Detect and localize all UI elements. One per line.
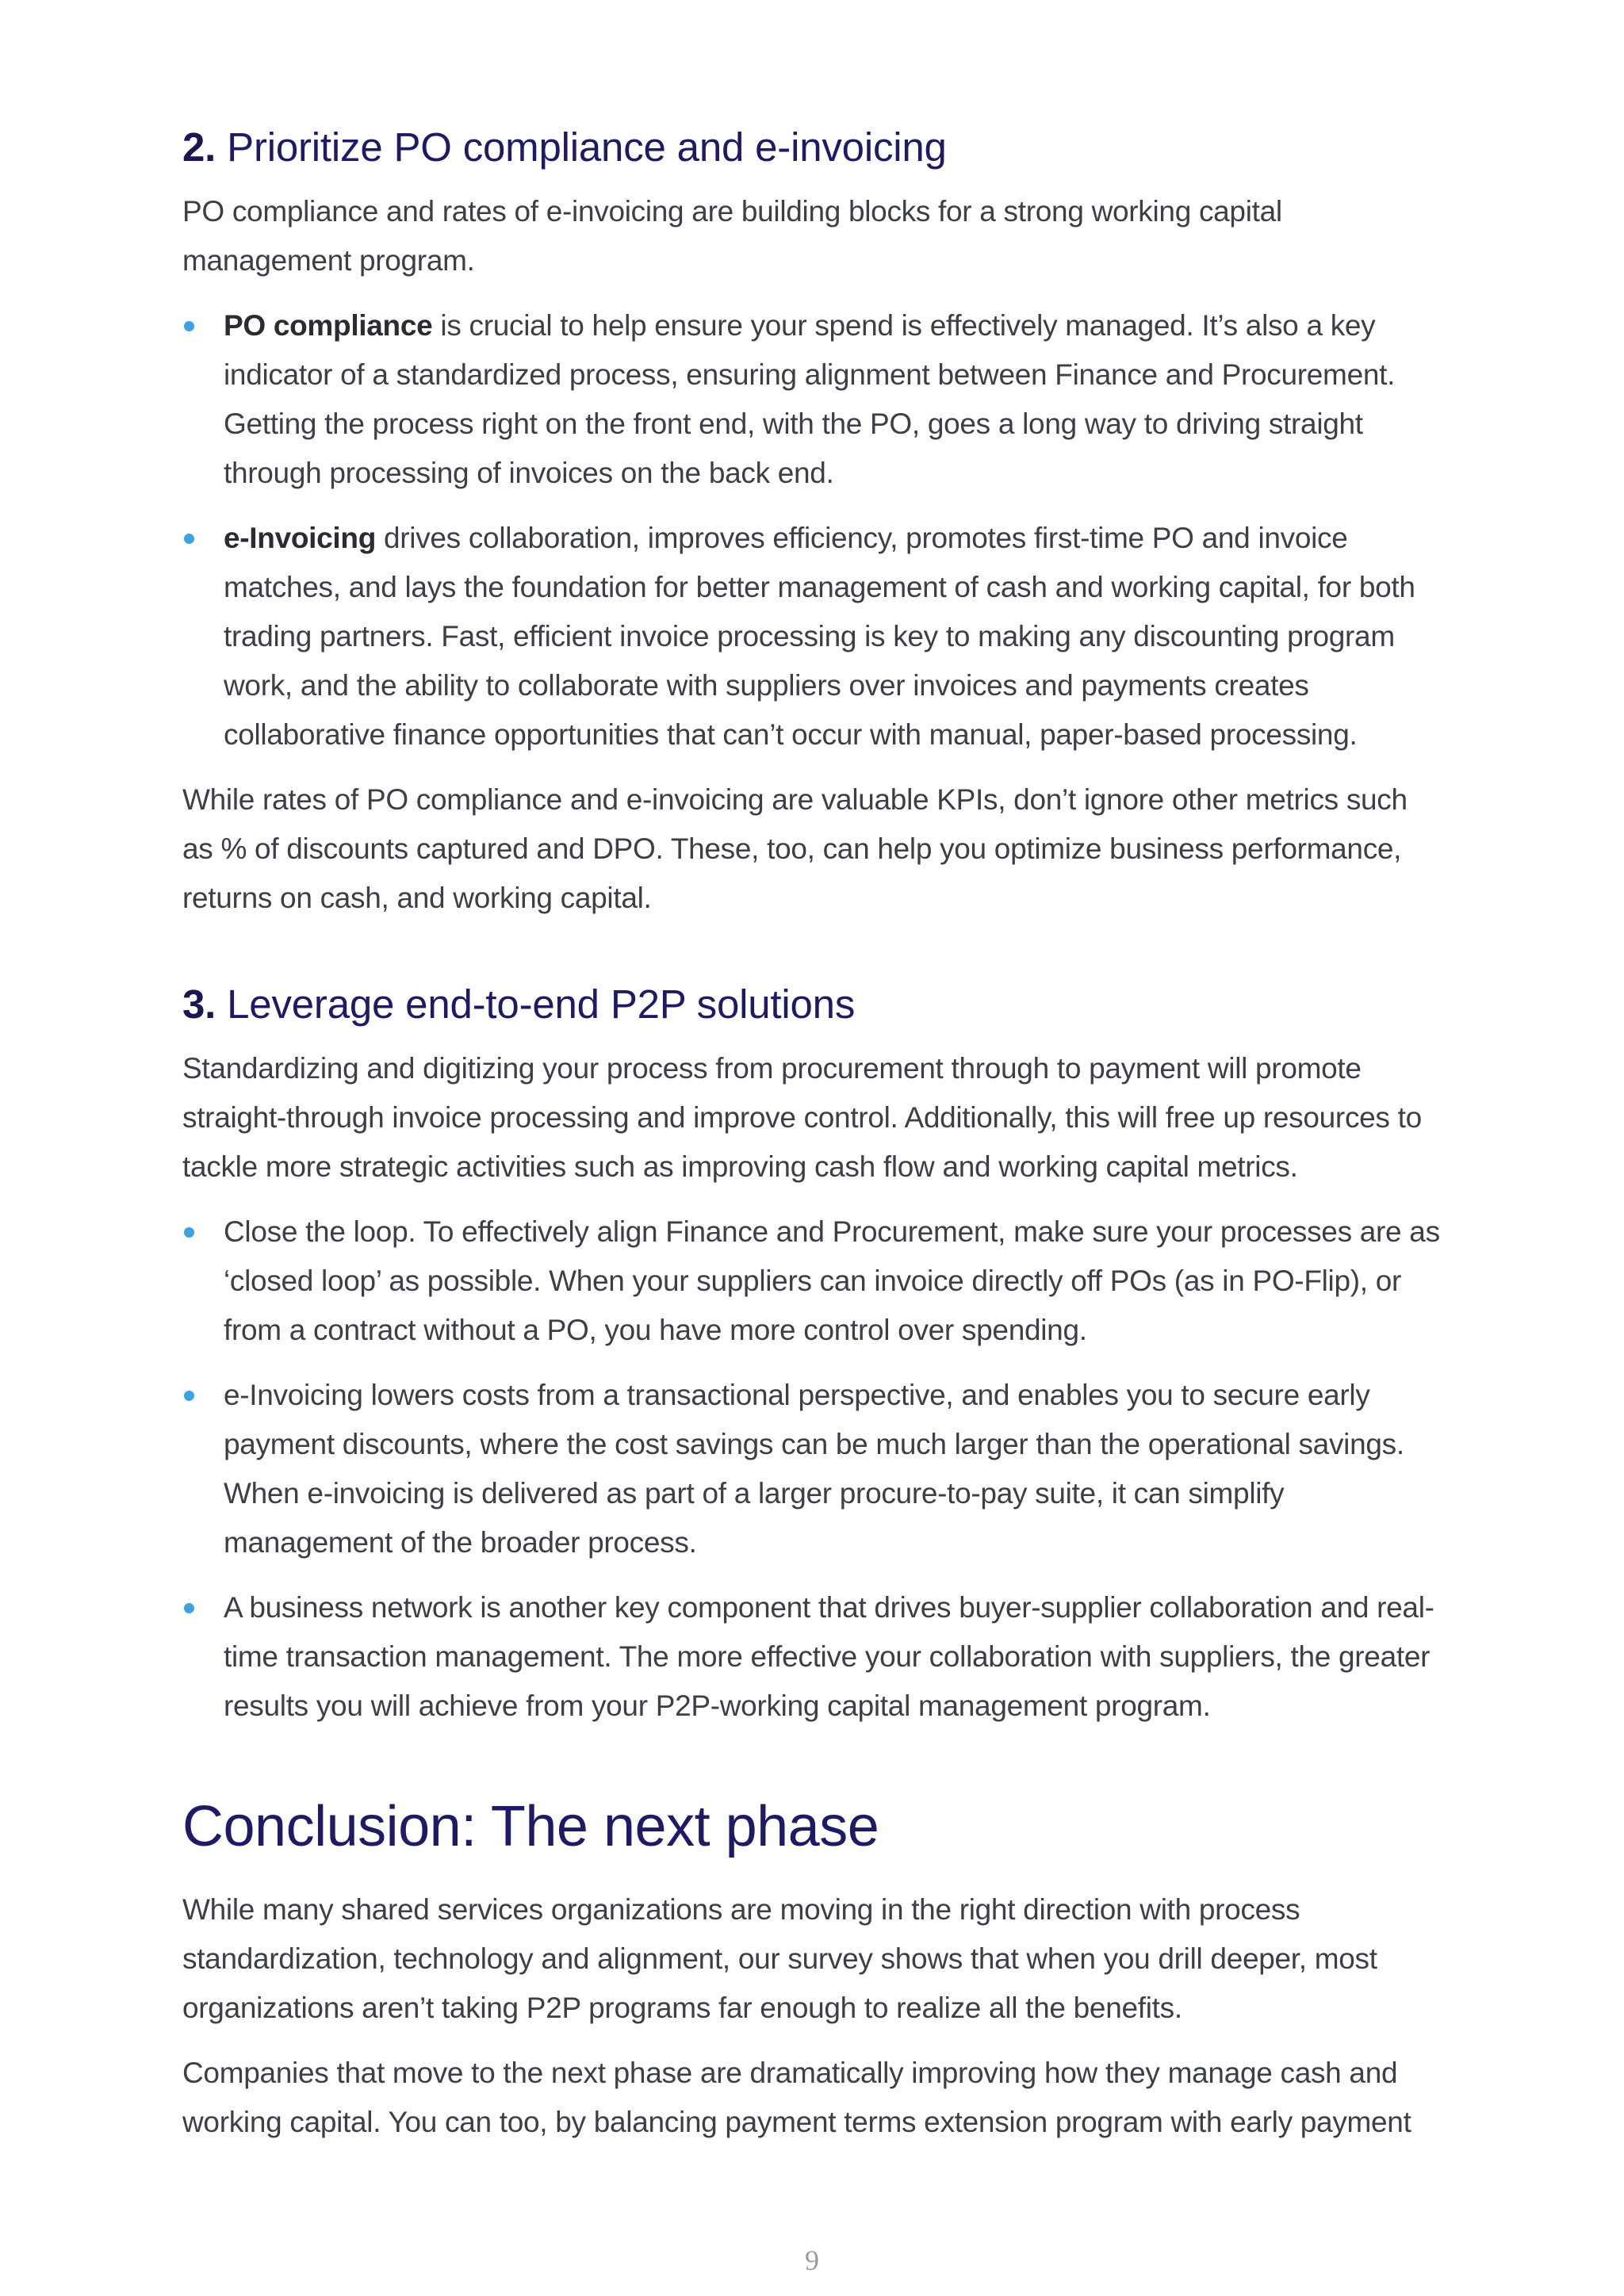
page-number: 9 bbox=[805, 2244, 819, 2276]
section-2-number: 2. bbox=[182, 124, 216, 170]
bullet-text: A business network is another key component that drives buyer-supplier collaboration and real-time transaction management. The more effective your collaboration with suppliers, the greater results you will achieve from your P2P-working capital management program. bbox=[224, 1591, 1434, 1723]
bullet-dot-icon bbox=[184, 1391, 194, 1401]
section-2-bullet-list bbox=[182, 301, 1443, 760]
bullet-term: e-Invoicing bbox=[224, 522, 376, 555]
list-item bbox=[182, 1371, 1443, 1567]
list-item bbox=[182, 1207, 1443, 1355]
bullet-term: PO compliance bbox=[224, 309, 433, 342]
bullet-dot-icon bbox=[184, 1227, 194, 1238]
bullet-dot-icon bbox=[184, 1603, 194, 1613]
document-page bbox=[182, 123, 1443, 2147]
bullet-text: e-Invoicing lowers costs from a transactional perspective, and enables you to secure early payment discounts, where the cost savings can be much larger than the operational savings. When e-invoicing is delivered as part of a larger procure-to-pay suite, it can simplify management of the broader process. bbox=[224, 1379, 1404, 1559]
conclusion-paragraph-2: Companies that move to the next phase are dramatically improving how they manage cash and working capital. You can too, by balancing payment terms extension program with early payment bbox=[182, 2056, 1411, 2138]
bullet-dot-icon bbox=[184, 534, 194, 544]
section-2-heading bbox=[182, 123, 1443, 171]
section-3-heading bbox=[182, 980, 1443, 1028]
bullet-text: drives collaboration, improves efficiency, promotes first-time PO and invoice matches, and lays the foundation for better management of cash and working capital, for both trading partners. Fast, efficient invoice processing is key to making any discounting program work, and the ability to collaborate with suppliers over invoices and payments creates collaborative finance opportunities that can’t occur with manual, paper-based processing. bbox=[224, 522, 1415, 752]
section-3-intro: Standardizing and digitizing your process from procurement through to payment will promote straight-through invoice processing and improve control. Additionally, this will free up resources to tackle more strategic activities such as improving cash flow and working capital metrics. bbox=[182, 1052, 1422, 1184]
section-3-title: Leverage end-to-end P2P solutions bbox=[227, 982, 856, 1027]
list-item bbox=[182, 514, 1443, 760]
conclusion-paragraph-1: While many shared services organizations are moving in the right direction with process standardization, technology and alignment, our survey shows that when you drill deeper, most organizations aren’t taking P2P programs far enough to realize all the benefits. bbox=[182, 1892, 1377, 2024]
section-2-title: Prioritize PO compliance and e-invoicing bbox=[227, 124, 947, 170]
list-item bbox=[182, 1583, 1443, 1731]
bullet-text: is crucial to help ensure your spend is effectively managed. It’s also a key indicator of a standardized process, ensuring alignment between Finance and Procurement. Getting the process right on the front end, with the PO, goes a long way to driving straight through processing of invoices on the back end. bbox=[224, 309, 1396, 490]
bullet-text: Close the loop. To effectively align Finance and Procurement, make sure your processes are as ‘closed loop’ as possible. When your suppliers can invoice directly off POs (as in PO-Flip), or from a contract without a PO, you have more control over spending. bbox=[224, 1215, 1440, 1347]
bullet-dot-icon bbox=[184, 321, 194, 331]
section-2-closing: While rates of PO compliance and e-invoicing are valuable KPIs, don’t ignore other metrics such as % of discounts captured and DPO. These, too, can help you optimize business performance, returns on cash, and working capital. bbox=[182, 783, 1408, 915]
section-3-bullet-list bbox=[182, 1207, 1443, 1731]
section-2-intro: PO compliance and rates of e-invoicing are building blocks for a strong working capital management program. bbox=[182, 195, 1282, 277]
section-3-number: 3. bbox=[182, 982, 216, 1027]
list-item bbox=[182, 301, 1443, 498]
conclusion-heading: Conclusion: The next phase bbox=[182, 1795, 879, 1859]
